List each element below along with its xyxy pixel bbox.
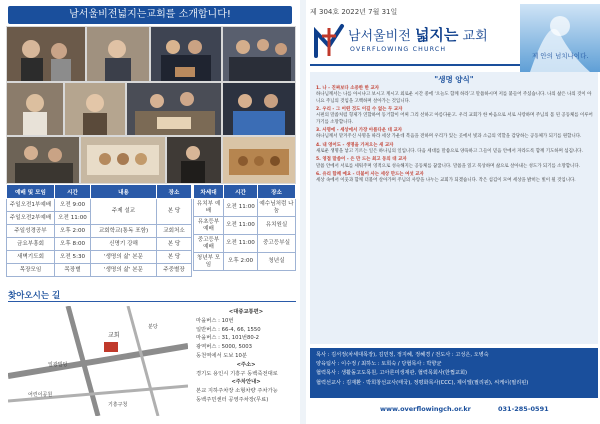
hero-text: 제 안의 넘치나이다.	[532, 52, 589, 60]
photo-7	[126, 82, 222, 136]
table-cell: 오전 11:00	[55, 212, 91, 225]
address-line: 일반버스 : 66-4, 66, 1550	[196, 326, 261, 333]
right-panel	[306, 0, 600, 424]
photo-9	[6, 136, 80, 184]
staff-line: 협력선교사 : 김재환 · 박희창선교사(태국), 정평화목사(CCC), 제이엘(필리핀), 씨케이(필리핀)	[316, 379, 529, 386]
address-line: 경기도 용인시 기흥구 동백죽전대로	[196, 370, 278, 377]
table-cell: 금요부흥회	[7, 238, 55, 251]
table-cell: 오전 9:00	[55, 199, 91, 212]
address-line: 마을버스 : 31, 101번80-2	[196, 335, 259, 342]
table-cell: 주일오전2부예배	[7, 212, 55, 225]
table-cell: 신명기 강해	[91, 238, 157, 251]
point-heading: 4. 내 영어도 - 생명을 가져오는 새 교자	[316, 142, 394, 148]
table-row	[7, 251, 192, 264]
table-header-row	[7, 185, 192, 199]
table-cell: 오전 5:30	[55, 251, 91, 264]
photo-2	[86, 26, 150, 82]
address-line: <주소>	[236, 361, 256, 368]
point-body: 말씀 안에서 서로를 세워주며 영적으로 성숙해지는 공동체를 꿈꿉니다. 말씀을 읽고 묵상하며 삶으로 살아내는 성도가 되기를 소망합니다.	[316, 163, 581, 169]
hero-image	[520, 4, 600, 72]
map-label: 일광빌딩	[48, 362, 68, 368]
point-body: 하나님께서는 나를 아시냐고 보시고 계시고 외로운 시간 중에 ‘오늘도 함께 하라’고 말씀하시며 저를 붙들어 주셨습니다. 나의 삶은 나의 것이 아니요 주님의 것임을 고백하며 살아가는 것입니다.	[316, 92, 592, 104]
table-cell: 새벽기도회	[7, 251, 55, 264]
table-cell: 유치부 예배	[194, 199, 224, 217]
table-row	[194, 253, 296, 271]
church-logo	[310, 22, 515, 64]
col-header: 예배 및 모임	[7, 185, 55, 199]
table-cell: 오후 8:00	[55, 238, 91, 251]
col-header: 장소	[157, 185, 192, 199]
point-heading: 2. 우리 - 그 어떤 것도 이길 수 없는 두 교자	[316, 107, 403, 113]
col-header: 시간	[55, 185, 91, 199]
church-name-pre: 남서울비전	[348, 29, 415, 44]
point-body: 하나님께서 맡겨주신 사명을 따라 세상 가운데 복음을 전하며 우리가 있는 곳에서 빛과 소금의 역할을 감당하는 공동체가 되기를 원합니다.	[316, 134, 582, 140]
header-divider	[310, 64, 524, 66]
point-body: 시편의 말씀처럼 형제가 연합하여 동거함이 어찌 그리 선하고 아름다운고. 우리 교회가 한 마음으로 서로 사랑하며 주님의 몸 된 공동체를 이루어 가기를 소망합니다.	[316, 113, 593, 125]
table-cell: '생명의 삶' 본문	[91, 264, 157, 277]
table-row	[7, 264, 192, 277]
table-cell: 주중별장	[157, 264, 192, 277]
table-cell: 목장별	[55, 264, 91, 277]
table-cell: 본 당	[157, 251, 192, 264]
table-row	[7, 225, 192, 238]
map-label: 분당	[148, 324, 158, 330]
photo-8	[222, 82, 296, 136]
staff-list	[310, 348, 598, 398]
table-cell: 목장모임	[7, 264, 55, 277]
staff-line: 목사 : 김서정(차세대목장), 김민정, 정지혜, 정혜경 / 전도사 : 고성은, 오병숙	[316, 352, 489, 358]
address-line: 본교 지하주차장 소형차량 주차가능	[196, 388, 278, 395]
table-cell: 유치원실	[258, 217, 296, 235]
address-line: 동백주민센터 공영주차장(무료)	[196, 396, 269, 403]
col-header: 시간	[224, 185, 258, 199]
table-cell: 오전 11:00	[224, 235, 258, 253]
point-heading: 5. 영접 말씀어 - 은 만 드는 최고 동의 대 교자	[316, 157, 407, 163]
table-cell: 오후 2:00	[55, 225, 91, 238]
table-cell: 본 당	[157, 238, 192, 251]
table-row	[194, 217, 296, 235]
address-line: 광역버스 : 5000, 5003	[196, 344, 252, 351]
table-cell: 예수님처럼 나눔	[258, 199, 296, 217]
intro-header: 남서울비전넓지는교회를 소개합니다!	[8, 6, 292, 24]
point-body: 세상 속에서 이웃과 함께 더불어 살아가며 주님의 사랑을 나누는 교회가 되겠습니다. 작은 섬김이 모여 세상을 밝히는 빛이 될 것입니다.	[316, 178, 576, 184]
table-cell: 교회처소	[157, 225, 192, 238]
table-cell: 중고등부실	[258, 235, 296, 253]
table-cell: 오후 2:00	[224, 253, 258, 271]
table-row	[7, 199, 192, 212]
church-name-english: OVERFLOWING CHURCH	[350, 46, 447, 53]
staff-line: 양육팀사 : 이수정 / 최하노 : 토희숙 / 당협목사 : 박향균	[316, 361, 442, 368]
map-label: 교회	[108, 332, 120, 339]
photo-5	[6, 82, 64, 136]
church-logo-icon	[312, 22, 346, 60]
address-line: <대중교통편>	[228, 309, 264, 315]
phone-number: 031-285-0591	[498, 405, 549, 413]
photo-1	[6, 26, 86, 82]
map-label: 기흥구청	[108, 402, 128, 408]
table-header-row	[194, 185, 296, 199]
photo-10	[80, 136, 166, 184]
point-heading: 6. 유리 함께 예요 - 더불어 사는 세상 만드는 여섯 교자	[316, 172, 424, 178]
directions-title: 찾아오시는 길	[8, 291, 61, 301]
photo-12	[222, 136, 296, 184]
table-cell: 유초등부 예배	[194, 217, 224, 235]
points-list	[316, 86, 594, 187]
table-row	[194, 199, 296, 217]
photo-11	[166, 136, 222, 184]
church-name-post: 교회	[458, 29, 488, 44]
table-row	[194, 235, 296, 253]
photo-6	[64, 82, 126, 136]
table-cell: 청년실	[258, 253, 296, 271]
table-cell: 오전 11:00	[224, 217, 258, 235]
point-body: 새로운 생명을 낳고 기르는 일은 하나님의 일입니다. 다음 세대를 말씀으로 양육하고 그들이 믿음 안에서 자라도록 함께 기도하며 섬깁니다.	[316, 149, 583, 155]
worship-schedule-table	[6, 184, 192, 277]
church-name	[348, 24, 488, 45]
col-header: 내용	[91, 185, 157, 199]
issue-info: 제 304호 2022년 7월 31일	[310, 8, 398, 16]
table-cell	[157, 199, 192, 225]
address-line: 동천역에서 도보 10분	[196, 352, 248, 359]
table-cell: 주일성경공부	[7, 225, 55, 238]
point-heading: 3. 사명에 - 세상에서 가장 아름다운 대 교자	[316, 128, 403, 134]
point-heading: 1. 나 - 진짜보다 소중한 한 교자	[316, 86, 380, 91]
photo-4	[222, 26, 296, 82]
photo-3	[150, 26, 222, 82]
next-generation-table	[193, 184, 296, 271]
table-cell: 교회학교(통독 포함)	[91, 225, 157, 238]
content-section	[310, 72, 598, 344]
col-header: 차세대	[194, 185, 224, 199]
table-cell: 오전 11:00	[224, 199, 258, 217]
footer	[310, 402, 598, 418]
address-line: <주차안내>	[231, 379, 261, 386]
table-row	[7, 238, 192, 251]
church-name-bold: 넓지는	[414, 26, 459, 44]
address-info	[196, 308, 296, 405]
photo-collage	[6, 26, 296, 182]
location-map	[8, 306, 188, 416]
content-title: "생명 양식"	[434, 75, 474, 84]
table-cell: 중고등부 예배	[194, 235, 224, 253]
directions-divider	[8, 301, 296, 302]
map-label: 어린이공원	[28, 392, 53, 398]
table-cell: 청년부 모임	[194, 253, 224, 271]
table-cell-text: 주제 설교	[111, 208, 136, 214]
table-cell: 주일오전1부예배	[7, 199, 55, 212]
table-cell-text: 본 당	[167, 208, 181, 214]
table-cell	[91, 199, 157, 225]
website-link[interactable]: www.overflowingch.or.kr	[380, 405, 471, 413]
church-marker	[104, 342, 118, 352]
col-header: 장소	[258, 185, 296, 199]
table-cell: '생명의 삶' 본문	[91, 251, 157, 264]
address-line: 마을버스 : 10번	[196, 317, 234, 324]
staff-line: 협력목사 : 생활돌고도목원, 고아론미생재관, 협력목회사(한쩝교회)	[316, 370, 467, 377]
